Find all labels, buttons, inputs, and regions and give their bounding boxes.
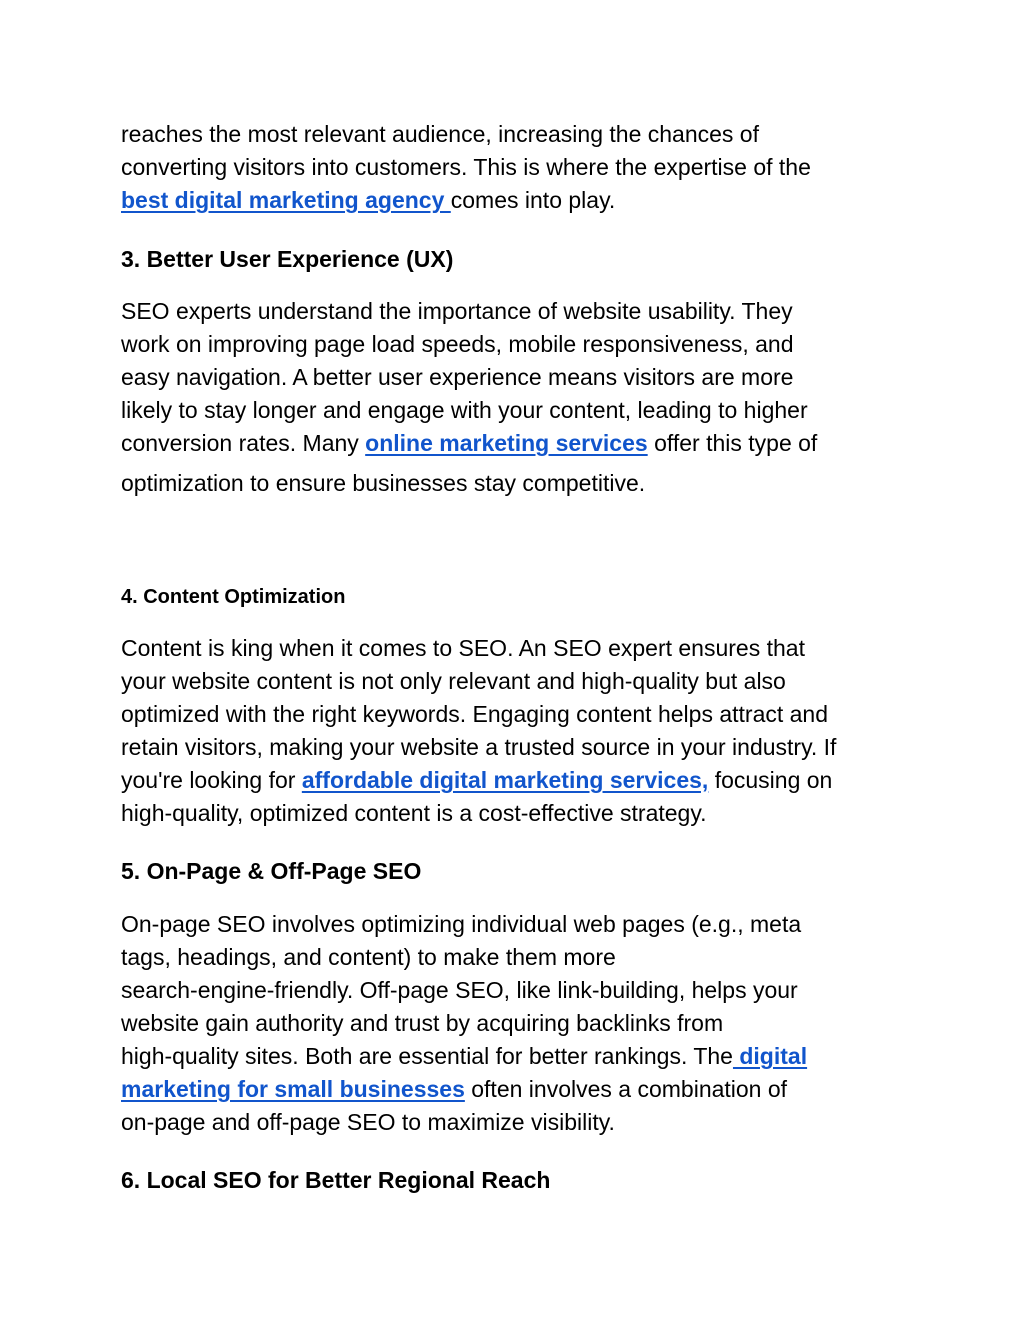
text-line: high-quality, optimized content is a cost-effective strategy. bbox=[121, 800, 707, 826]
paragraph-content bbox=[121, 632, 911, 830]
link-digital-marketing-small-businesses-cont[interactable]: marketing for small businesses bbox=[121, 1076, 465, 1102]
text-line: On-page SEO involves optimizing individual web pages (e.g., meta bbox=[121, 911, 802, 937]
text-fragment: often involves a combination of bbox=[464, 1076, 788, 1102]
paragraph-ux bbox=[121, 295, 911, 500]
text-line bbox=[121, 427, 911, 460]
text-line: Content is king when it comes to SEO. An SEO expert ensures that bbox=[121, 635, 805, 661]
text-line: website gain authority and trust by acquiring backlinks from bbox=[121, 1010, 724, 1036]
heading-on-page-off-page-seo: 5. On-Page & Off-Page SEO bbox=[121, 858, 422, 884]
text-fragment: high-quality sites. Both are essential for better rankings. The bbox=[121, 1043, 733, 1069]
link-online-marketing-services[interactable]: online marketing services bbox=[365, 430, 648, 456]
text-line: tags, headings, and content) to make them more bbox=[121, 944, 616, 970]
text-line: on-page and off-page SEO to maximize visibility. bbox=[121, 1109, 615, 1135]
link-best-digital-marketing-agency[interactable]: best digital marketing agency bbox=[121, 187, 451, 213]
text-line bbox=[121, 764, 911, 797]
text-line bbox=[121, 1073, 911, 1106]
heading-better-user-experience: 3. Better User Experience (UX) bbox=[121, 246, 454, 272]
link-digital-marketing-small-businesses[interactable]: digital bbox=[732, 1043, 808, 1069]
text-line: converting visitors into customers. This is where the expertise of the bbox=[121, 154, 811, 180]
heading-content-optimization: 4. Content Optimization bbox=[121, 586, 346, 608]
text-line: SEO experts understand the importance of website usability. They bbox=[121, 298, 793, 324]
text-line: likely to stay longer and engage with your content, leading to higher bbox=[121, 397, 808, 423]
text-line: optimization to ensure businesses stay competitive. bbox=[121, 470, 646, 496]
text-line: search-engine-friendly. Off-page SEO, like link-building, helps your bbox=[121, 977, 798, 1003]
text-fragment: you're looking for bbox=[121, 767, 302, 793]
text-line: work on improving page load speeds, mobile responsiveness, and bbox=[121, 331, 794, 357]
text-line bbox=[121, 184, 911, 217]
text-line: retain visitors, making your website a trusted source in your industry. If bbox=[121, 734, 837, 760]
paragraph-intro bbox=[121, 118, 911, 217]
text-line: your website content is not only relevant and high-quality but also bbox=[121, 668, 786, 694]
paragraph-on-off-page bbox=[121, 908, 911, 1139]
text-fragment: comes into play. bbox=[450, 187, 616, 213]
heading-local-seo: 6. Local SEO for Better Regional Reach bbox=[121, 1167, 551, 1193]
text-fragment: conversion rates. Many bbox=[121, 430, 366, 456]
text-fragment: focusing on bbox=[708, 767, 833, 793]
link-affordable-digital-marketing-services[interactable]: affordable digital marketing services, bbox=[301, 767, 709, 793]
text-line bbox=[121, 1040, 911, 1073]
text-line: optimized with the right keywords. Engaging content helps attract and bbox=[121, 701, 829, 727]
text-line: easy navigation. A better user experience means visitors are more bbox=[121, 364, 794, 390]
text-fragment: offer this type of bbox=[647, 430, 818, 456]
text-line: reaches the most relevant audience, increasing the chances of bbox=[121, 121, 759, 147]
